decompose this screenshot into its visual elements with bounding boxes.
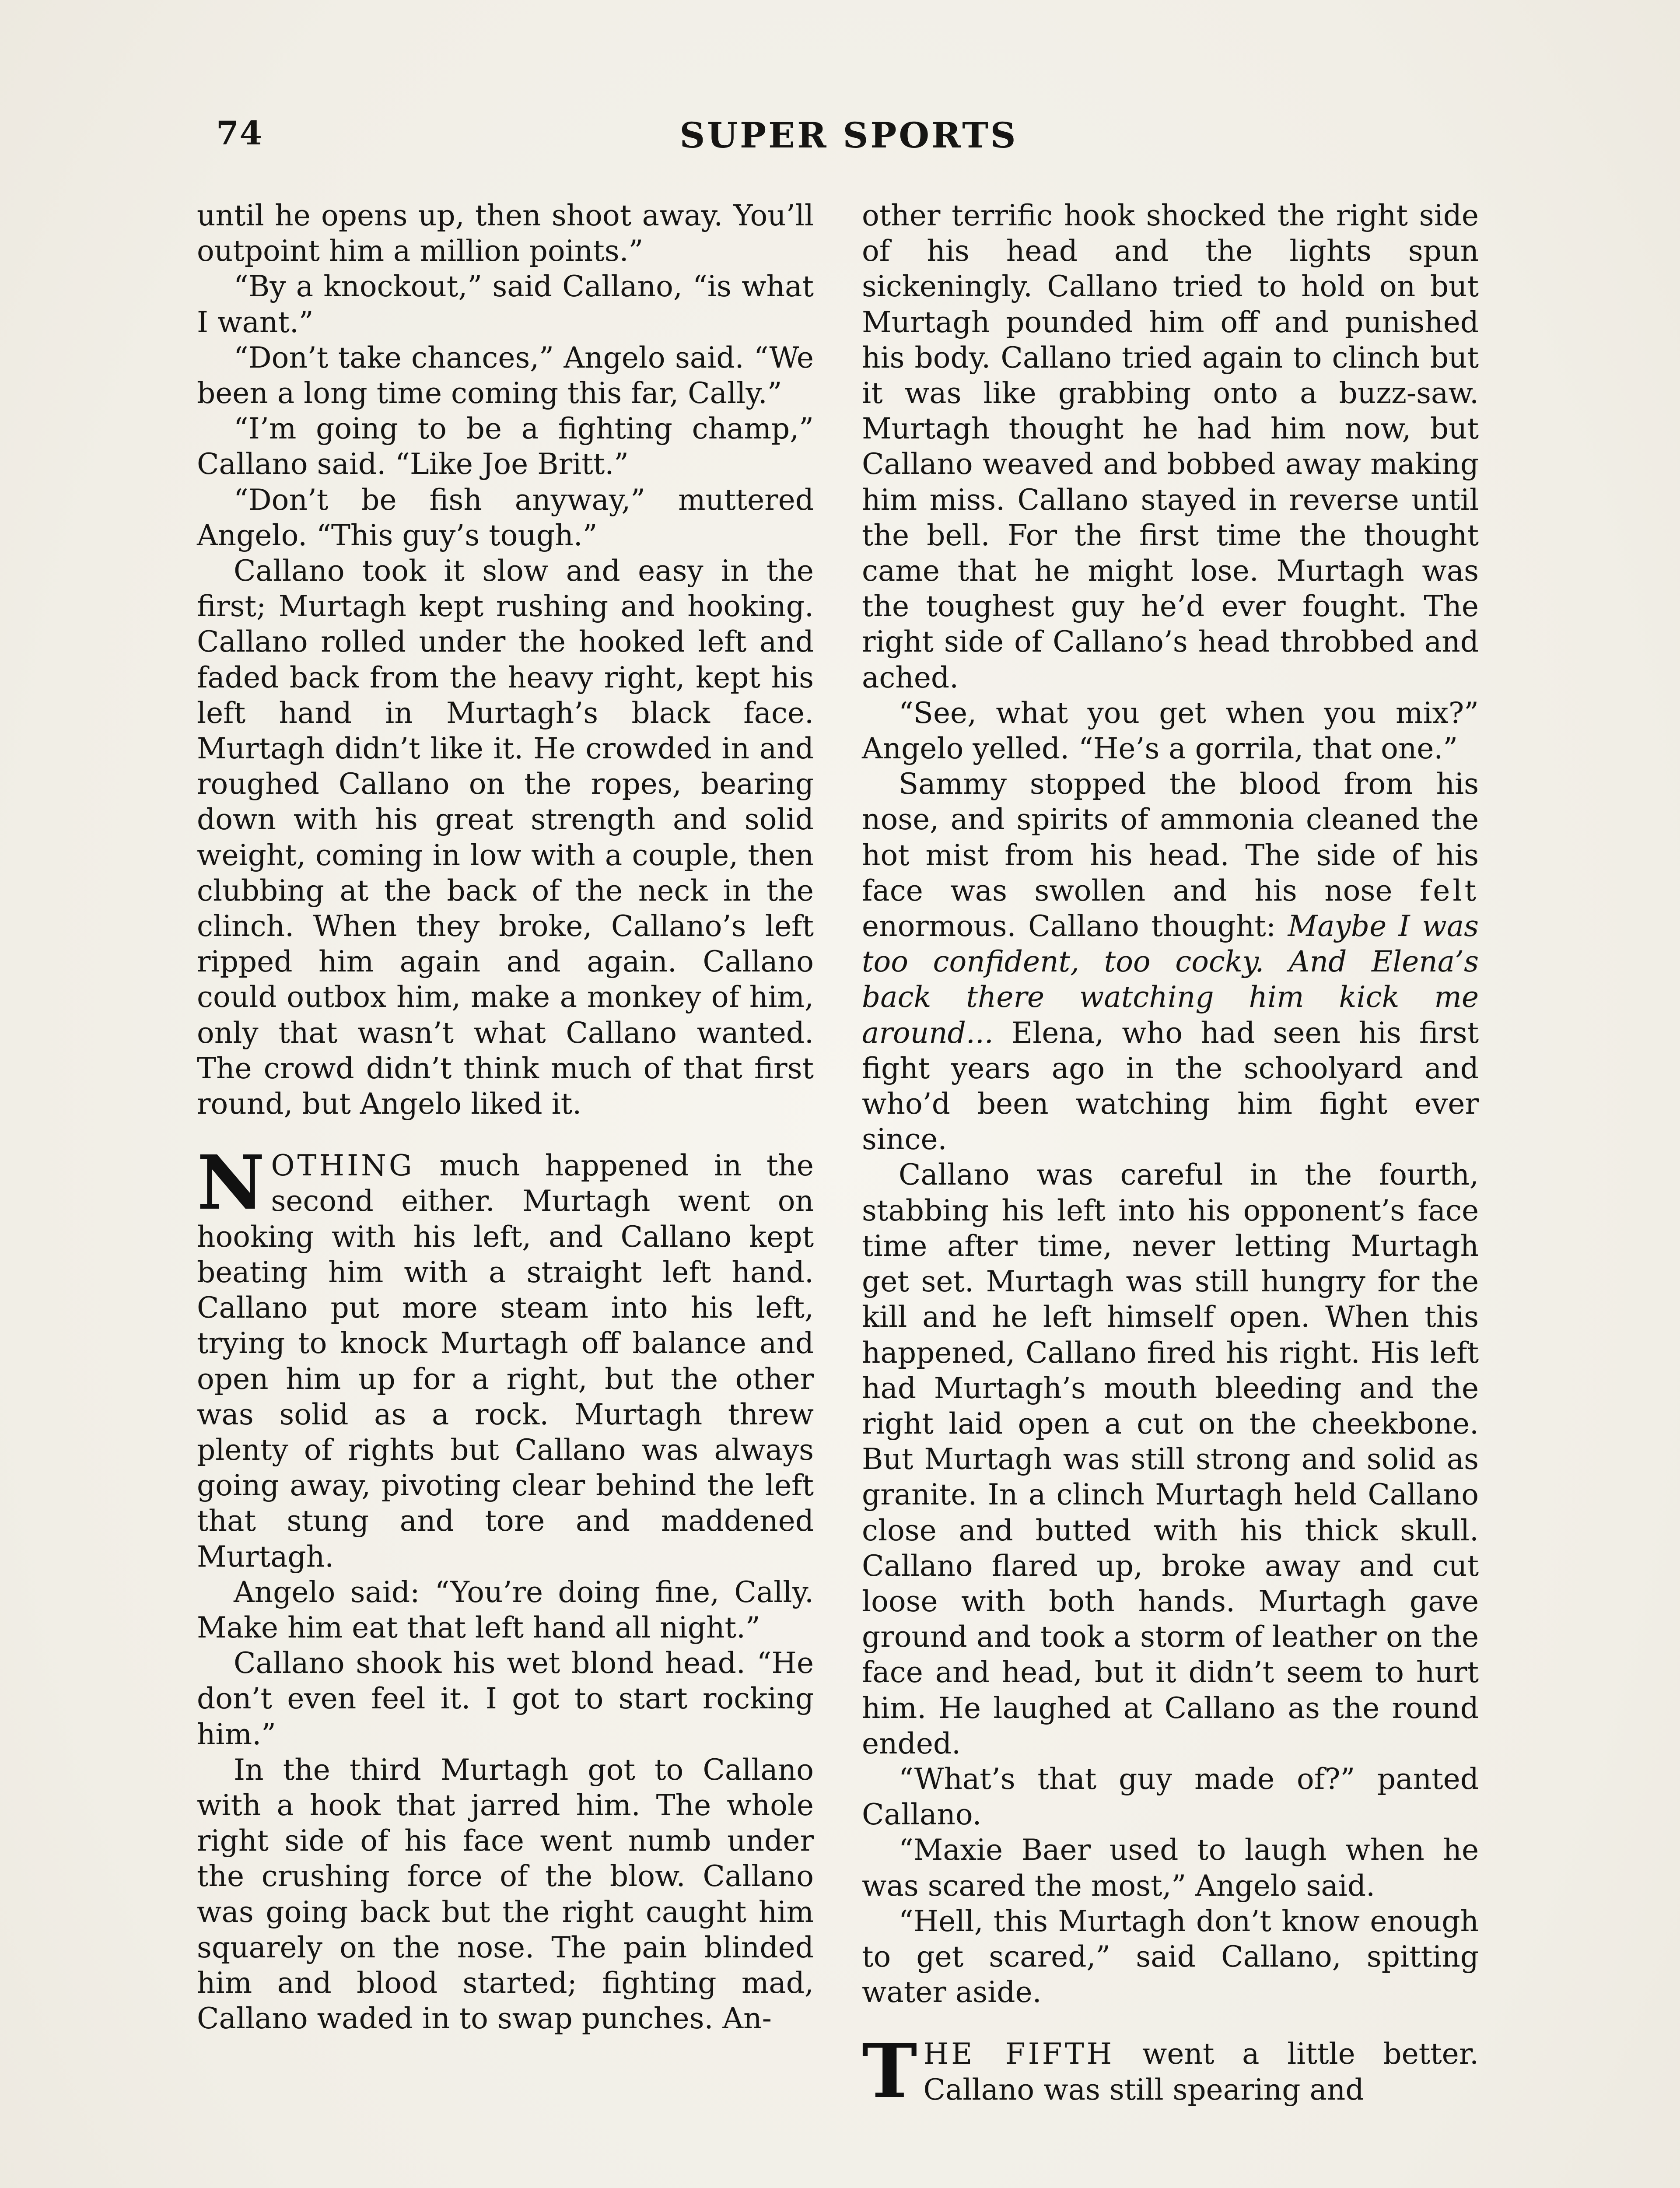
paragraph: until he opens up, then shoot away. You’ll outpoint him a million points.”	[197, 199, 814, 268]
paragraph	[862, 766, 1479, 1157]
drop-cap: N	[197, 1139, 265, 1227]
running-head: SUPER SPORTS	[679, 115, 1018, 156]
paragraph: Callano shook his wet blond head. “He don’t even feel it. I got to start rocking him.”	[197, 1646, 814, 1751]
page-header	[210, 115, 1488, 167]
section-lead: OTHING	[271, 1149, 415, 1183]
paragraph: Callano was careful in the fourth, stabbing his left into his opponent’s face time after time, never letting Murtagh get set. Murtagh was still hungry for the kill and he left himself open. When this happened, Callano fired his right. His left had Murtagh’s mouth bleeding and the right laid open a cut on the cheekbone. But Murtagh was still strong and solid as granite. In a clinch Murtagh held Callano close and butted with his thick skull. Callano flared up, broke away and cut loose with both hands. Murtagh gave ground and took a storm of leather on the face and head, but it didn’t seem to hurt him. He laughed at Callano as the round ended.	[862, 1158, 1479, 1760]
text-run: Elena, who had seen his first fight years ago in the schoolyard and who’d been watching him fight ever since.	[862, 1016, 1479, 1157]
paragraph: Callano took it slow and easy in the first; Murtagh kept rushing and hooking. Callano rolled under the hooked left and faded back from the heavy right, kept his left hand in Murtagh’s black face. Murtagh didn’t like it. He crowded in and roughed Callano on the ropes, bearing down with his great strength and solid weight, coming in low with a couple, then clubbing at the back of the neck in the clinch. When they broke, Callano’s left ripped him again and again. Callano could outbox him, make a monkey of him, only that wasn’t what Callano wanted. The crowd didn’t think much of that first round, but Angelo liked it.	[197, 554, 814, 1121]
paragraph: “Don’t be fish anyway,” muttered Angelo. “This guy’s tough.”	[197, 483, 814, 552]
text-run: Sammy stopped the blood from his nose, and spirits of ammonia cleaned the hot mist from his head. The side of his face was swollen and his nose	[862, 767, 1479, 908]
paragraph: “I’m going to be a fighting champ,” Callano said. “Like Joe Britt.”	[197, 412, 814, 481]
italic-thought: Maybe I was too confident, too cocky. And Elena’s back there watching him kick me around...	[862, 909, 1479, 1050]
paragraph: “Hell, this Murtagh don’t know enough to get scared,” said Callano, spitting water aside.	[862, 1904, 1479, 2009]
paragraph: “Don’t take chances,” Angelo said. “We been a long time coming this far, Cally.”	[197, 340, 814, 410]
left-column	[197, 198, 814, 2036]
section-paragraph	[862, 2027, 1479, 2115]
paragraph: “By a knockout,” said Callano, “is what I want.”	[197, 270, 814, 339]
text-run: enormous. Callano thought:	[862, 909, 1288, 943]
paragraph: “See, what you get when you mix?” Angelo yelled. “He’s a gorrila, that one.”	[862, 696, 1479, 766]
drop-cap: T	[862, 2027, 917, 2115]
section-text: went a little better. Callano was still spearing and	[923, 2037, 1479, 2107]
paragraph: “Maxie Baer used to laugh when he was scared the most,” Angelo said.	[862, 1833, 1479, 1903]
section-lead: HE FIFTH	[923, 2037, 1115, 2071]
section-paragraph	[197, 1139, 814, 1574]
paragraph: In the third Murtagh got to Callano with a hook that jarred him. The whole right side of his face went numb under the crushing force of the blow. Callano was going back but the right caught him squarely on the nose. The pain blinded him and blood started; fighting mad, Callano waded in to swap punches. An-	[197, 1753, 814, 2036]
paragraph: Angelo said: “You’re doing fine, Cally. Make him eat that left hand all night.”	[197, 1575, 814, 1645]
page-number: 74	[216, 115, 263, 152]
right-column	[862, 198, 1479, 2115]
paragraph: “What’s that guy made of?” panted Callano.	[862, 1762, 1479, 1832]
spaced-word: felt	[1419, 873, 1479, 908]
section-text: much happened in the second either. Murtagh went on hooking with his left, and Callano kept beating him with a straight left hand. Callano put more steam into his left, trying to knock Murtagh off balance and open him up for a right, but the other was solid as a rock. Murtagh threw plenty of rights but Callano was always going away, pivoting clear behind the left that stung and tore and maddened Murtagh.	[197, 1149, 814, 1574]
paragraph: other terrific hook shocked the right side of his head and the lights spun sickeningly. Callano tried to hold on but Murtagh pounded him off and punished his body. Callano tried again to clinch but it was like grabbing onto a buzz-saw. Murtagh thought he had him now, but Callano weaved and bobbed away making him miss. Callano stayed in reverse until the bell. For the first time the thought came that he might lose. Murtagh was the toughest guy he’d ever fought. The right side of Callano’s head throbbed and ached.	[862, 199, 1479, 694]
